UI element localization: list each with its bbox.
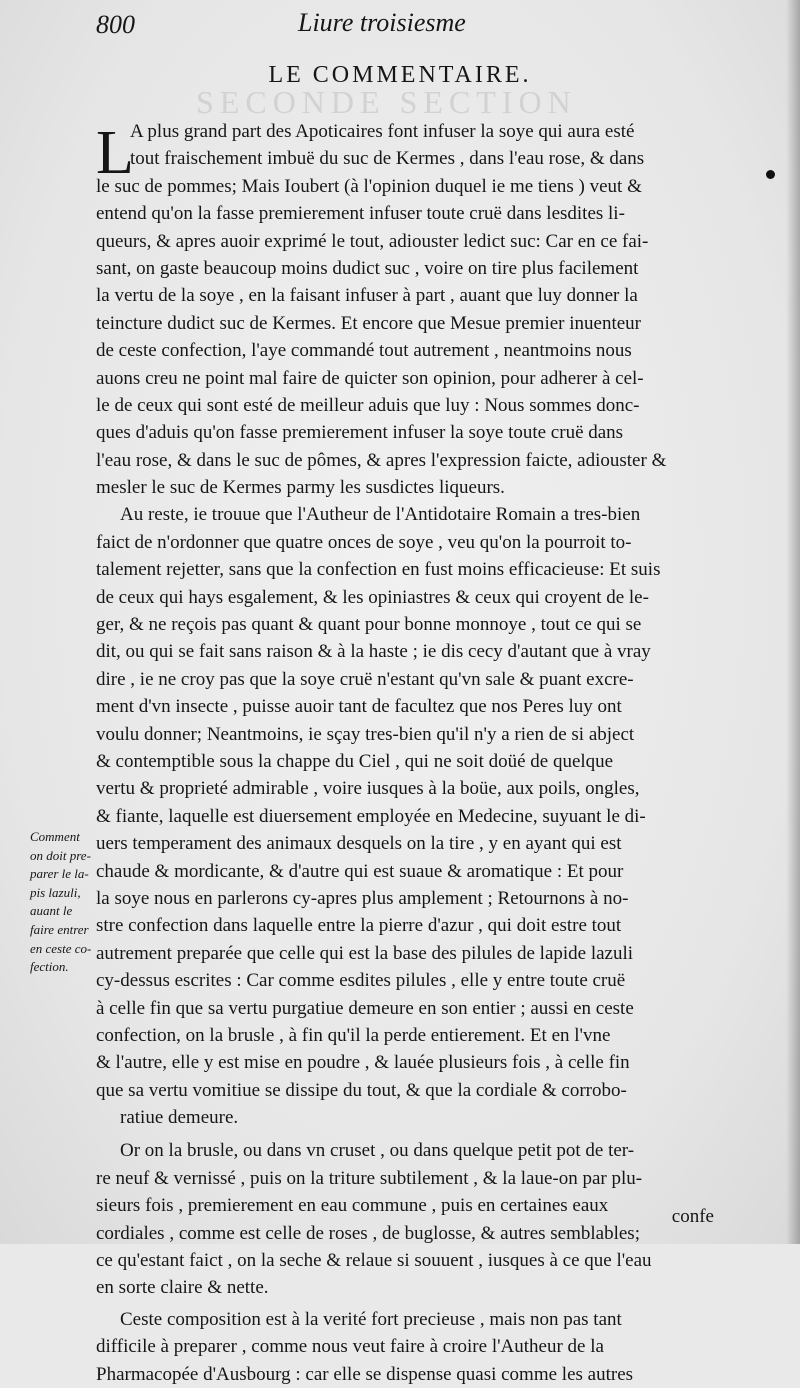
- text-line: la soye nous en parlerons cy-apres plus amplement ; Retournons à no-: [96, 887, 629, 909]
- catchword: confe: [671, 1206, 714, 1227]
- drop-cap: L: [96, 119, 134, 187]
- body-text: [96, 118, 722, 1388]
- page-number: 800: [96, 10, 135, 39]
- text-line: Or on la brusle, ou dans vn cruset , ou dans quelque petit pot de ter-: [120, 1140, 635, 1162]
- text-line: de ceux qui hays esgalement, & les opiniastres & ceux qui croyent de le-: [96, 586, 649, 608]
- text-line: cy-dessus escrites : Car comme esdites pilules , elle y entre toute cruë: [96, 970, 626, 992]
- text-line: cordiales , comme est celle de roses , de buglosse, & autres semblables;: [96, 1222, 640, 1244]
- text-line: que sa vertu vomitiue se dissipe du tout, & que la cordiale & corrobo-: [96, 1079, 627, 1101]
- margin-note-line: fection.: [30, 959, 69, 975]
- bleed-through-text: SECONDE SECTION: [196, 84, 577, 120]
- text-line: mesler le suc de Kermes parmy les susdictes liqueurs.: [96, 477, 505, 499]
- text-line: & l'autre, elle y est mise en poudre , & lauée plusieurs fois , à celle fin: [96, 1052, 630, 1074]
- text-line: talement rejetter, sans que la confection en fust moins efficacieuse: Et suis: [96, 559, 661, 581]
- text-line: vertu & proprieté admirable , voire iusques à la boüe, aux poils, ongles,: [96, 778, 640, 800]
- text-line: ratiue demeure.: [120, 1107, 239, 1129]
- text-line: autrement preparée que celle qui est la base des pilules de lapide lazuli: [96, 942, 634, 964]
- ink-spot: [766, 170, 775, 179]
- margin-note-line: on doit pre-: [30, 847, 91, 863]
- text-line: difficile à preparer , comme nous veut faire à croire l'Autheur de la: [96, 1336, 604, 1358]
- text-line: sieurs fois , premierement en eau commune , puis en certaines eaux: [96, 1195, 609, 1217]
- text-line: Ceste composition est à la verité fort precieuse , mais non pas tant: [120, 1308, 622, 1330]
- text-line: queurs, & apres auoir exprimé le tout, adiouster ledict suc: Car en ce fai-: [96, 230, 649, 252]
- text-line: voulu donner; Neantmoins, ie sçay tres-bien qu'il n'y a rien de si abject: [96, 723, 635, 745]
- text-line: sant, on gaste beaucoup moins dudict suc , voire on tire plus facilement: [96, 257, 639, 279]
- section-title: LE COMMENTAIRE.: [268, 62, 532, 88]
- text-line: le suc de pommes; Mais Ioubert (à l'opinion duquel ie me tiens ) veut &: [96, 175, 642, 197]
- text-line: & contemptible sous la chappe du Ciel , qui ne soit doüé de quelque: [96, 750, 614, 772]
- text-line: dit, ou qui se fait sans raison & à la haste ; ie dis cecy d'autant que à vray: [96, 641, 651, 663]
- text-line: ce qu'estant faict , on la seche & relaue si souuent , iusques à ce que l'eau: [96, 1250, 652, 1272]
- text-line: auons creu ne point mal faire de quicter son opinion, pour adherer à cel-: [96, 367, 644, 389]
- margin-note-line: Comment: [30, 829, 80, 844]
- text-line: de ceste confection, l'aye commandé tout autrement , neantmoins nous: [96, 340, 632, 362]
- text-line: ques d'aduis qu'on fasse premierement infuser la soye toute cruë dans: [96, 422, 624, 444]
- text-line: Pharmacopée d'Ausbourg : car elle se dispense quasi comme les autres: [96, 1363, 634, 1385]
- text-line: & fiante, laquelle est diuersement employée en Medecine, suyuant le di-: [96, 805, 646, 827]
- text-line: ger, & ne reçois pas quant & quant pour bonne monnoye , tout ce qui se: [96, 614, 642, 636]
- margin-note-line: pis lazuli,: [30, 884, 81, 900]
- text-line: entend qu'on la fasse premierement infuser toute cruë dans lesdites li-: [96, 203, 625, 225]
- text-line: ment d'vn insecte , puisse auoir tant de facultez que nos Peres luy ont: [96, 696, 622, 718]
- text-line: la vertu de la soye , en la faisant infuser à part , auant que luy donner la: [96, 285, 638, 307]
- margin-note-line: auant le: [30, 903, 73, 919]
- text-line: dire , ie ne croy pas que la soye cruë n'estant qu'vn sale & puant excre-: [96, 668, 634, 690]
- text-line: stre confection dans laquelle entre la pierre d'azur , qui doit estre tout: [96, 915, 622, 937]
- margin-note: [30, 828, 98, 977]
- margin-note-line: faire entrer: [30, 921, 89, 937]
- page-edge-shadow: [786, 0, 800, 1244]
- text-line: l'eau rose, & dans le suc de pômes, & apres l'expression faicte, adiouster &: [96, 449, 667, 471]
- paragraph-1-cont: [96, 173, 722, 502]
- paragraph-4: [96, 1306, 722, 1388]
- paragraph-2: [96, 501, 722, 1131]
- text-line: confection, on la brusle , à fin qu'il la perde entierement. Et en l'vne: [96, 1024, 611, 1046]
- paragraph-3: [96, 1137, 722, 1301]
- text-line: tout fraischement imbuë du suc de Kermes , dans l'eau rose, & dans: [130, 148, 645, 170]
- text-line: faict de n'ordonner que quatre onces de soye , veu qu'on la pourroit to-: [96, 531, 632, 553]
- text-line: à celle fin que sa vertu purgatiue demeure en son entier ; aussi en ceste: [96, 997, 634, 1019]
- text-line: en sorte claire & nette.: [96, 1277, 269, 1299]
- running-head: Liure troisiesme: [298, 8, 466, 37]
- text-line: A plus grand part des Apoticaires font infuser la soye qui aura esté: [130, 121, 635, 142]
- margin-note-line: en ceste co-: [30, 940, 92, 956]
- page-header: [0, 6, 800, 46]
- text-line: chaude & mordicante, & d'autre qui est suaue & aromatique : Et pour: [96, 860, 624, 882]
- text-line: Au reste, ie trouue que l'Autheur de l'Antidotaire Romain a tres-bien: [120, 504, 641, 526]
- text-line: le de ceux qui sont esté de meilleur aduis que luy : Nous sommes donc-: [96, 394, 640, 416]
- paragraph-1: [96, 118, 722, 173]
- text-line: teincture dudict suc de Kermes. Et encore que Mesue premier inuenteur: [96, 312, 641, 334]
- text-line: re neuf & vernissé , puis on la triture subtilement , & la laue-on par plu-: [96, 1167, 643, 1189]
- text-line: uers temperament des animaux desquels on la tire , y en ayant qui est: [96, 833, 622, 855]
- margin-note-line: parer le la-: [30, 866, 89, 882]
